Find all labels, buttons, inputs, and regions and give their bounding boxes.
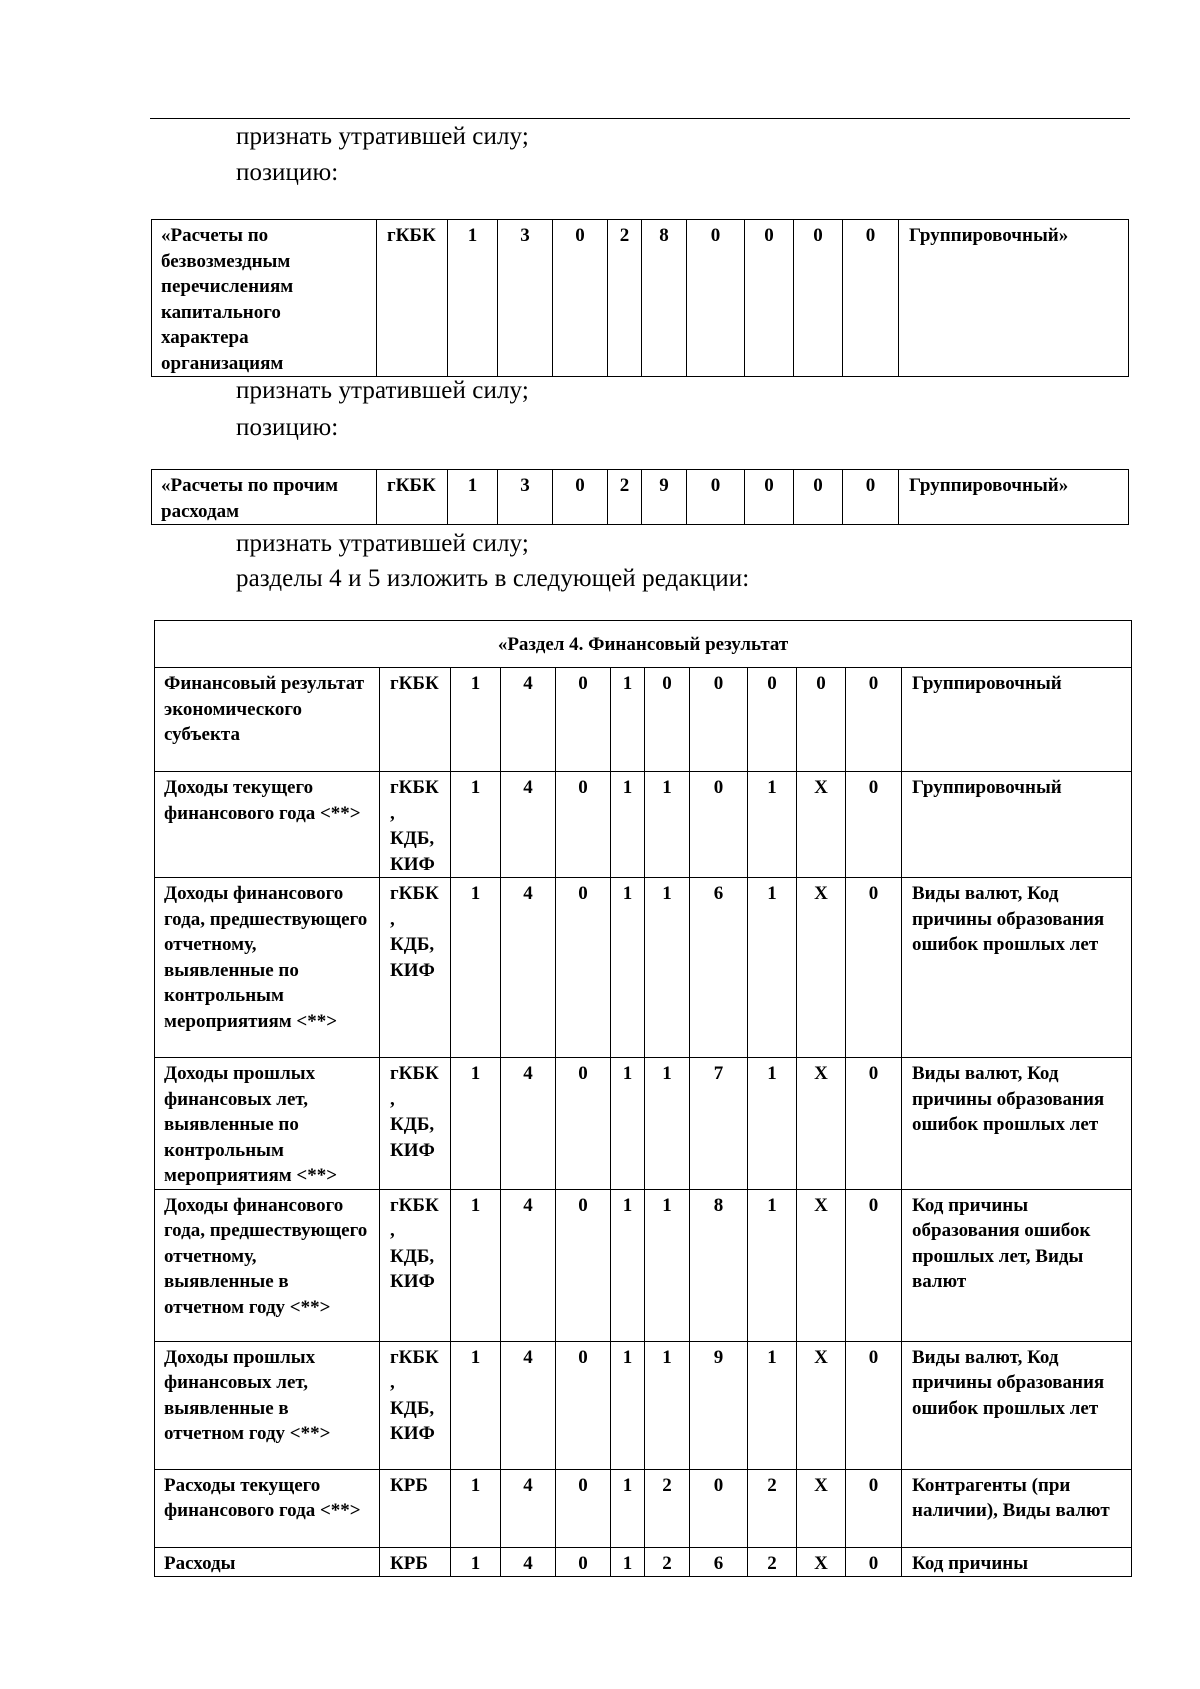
table-row xyxy=(152,470,1129,525)
account-analytics: Виды валют, Код причины образования ошибок прошлых лет xyxy=(902,1058,1132,1190)
account-digit: 1 xyxy=(645,878,690,1058)
account-digit: 4 xyxy=(501,1189,556,1341)
paragraph-repeal-1: признать утратившей силу; xyxy=(236,123,529,150)
account-digit: 8 xyxy=(642,220,687,377)
account-digit: 1 xyxy=(451,668,501,772)
account-digit: 0 xyxy=(687,220,745,377)
account-digit: 2 xyxy=(608,470,642,525)
account-digit: 9 xyxy=(690,1341,748,1469)
account-digit: 0 xyxy=(553,220,608,377)
account-digit: 4 xyxy=(501,878,556,1058)
account-digit: 2 xyxy=(645,1547,690,1577)
table-row xyxy=(155,772,1132,878)
account-digit: 1 xyxy=(748,878,797,1058)
account-digit: 0 xyxy=(748,668,797,772)
account-digit: 0 xyxy=(556,1189,611,1341)
account-digit: 1 xyxy=(451,1189,501,1341)
paragraph-position-2: позицию: xyxy=(236,414,339,441)
table-section-4 xyxy=(154,620,1132,1577)
account-name: Доходы прошлых финансовых лет, выявленные по контрольным мероприятиям <**> xyxy=(155,1058,380,1190)
account-digit: 1 xyxy=(611,772,645,878)
account-analytics: Код причины образования ошибок прошлых лет, Виды валют xyxy=(902,1189,1132,1341)
account-digit: 7 xyxy=(690,1058,748,1190)
account-analytics: Виды валют, Код причины образования ошибок прошлых лет xyxy=(902,878,1132,1058)
account-digit: 0 xyxy=(846,1189,902,1341)
account-digit: 1 xyxy=(611,878,645,1058)
table-position-2 xyxy=(151,469,1129,525)
account-name: Доходы финансового года, предшествующего отчетному, выявленные в отчетном году <**> xyxy=(155,1189,380,1341)
account-digit: 1 xyxy=(611,1469,645,1547)
account-digit: 0 xyxy=(556,1469,611,1547)
account-digit: 1 xyxy=(748,772,797,878)
account-type: гКБК , КДБ, КИФ xyxy=(380,1341,451,1469)
account-digit: 8 xyxy=(690,1189,748,1341)
account-digit: 0 xyxy=(556,1341,611,1469)
account-name: Расходы текущего финансового года <**> xyxy=(155,1469,380,1547)
account-digit: 4 xyxy=(501,1058,556,1190)
paragraph-repeal-2: признать утратившей силу; xyxy=(236,377,529,404)
account-digit: 0 xyxy=(645,668,690,772)
account-digit: 0 xyxy=(846,1469,902,1547)
table-position-1 xyxy=(151,219,1129,377)
account-digit: 6 xyxy=(690,878,748,1058)
account-digit: X xyxy=(797,878,846,1058)
account-digit: 0 xyxy=(556,668,611,772)
account-digit: 1 xyxy=(748,1341,797,1469)
account-digit: X xyxy=(797,1058,846,1190)
account-digit: 0 xyxy=(690,772,748,878)
account-digit: 0 xyxy=(843,470,899,525)
account-analytics: Виды валют, Код причины образования ошибок прошлых лет xyxy=(902,1341,1132,1469)
account-digit: 0 xyxy=(797,668,846,772)
account-digit: 0 xyxy=(846,1341,902,1469)
account-name: «Расчеты по безвозмездным перечислениям капитального характера организациям xyxy=(152,220,377,377)
account-digit: 1 xyxy=(611,1341,645,1469)
account-type: КРБ xyxy=(380,1547,451,1577)
account-digit: 2 xyxy=(645,1469,690,1547)
account-name: Расходы xyxy=(155,1547,380,1577)
account-digit: 1 xyxy=(611,668,645,772)
account-digit: 0 xyxy=(553,470,608,525)
account-digit: 0 xyxy=(690,668,748,772)
account-digit: 3 xyxy=(498,470,553,525)
account-type: гКБК xyxy=(380,668,451,772)
account-type: гКБК xyxy=(377,220,448,377)
table-row xyxy=(155,878,1132,1058)
paragraph-repeal-3: признать утратившей силу; xyxy=(236,530,529,557)
account-digit: 0 xyxy=(794,220,843,377)
account-digit: 1 xyxy=(611,1189,645,1341)
account-digit: 0 xyxy=(687,470,745,525)
account-digit: X xyxy=(797,1189,846,1341)
section-header-row xyxy=(155,621,1132,668)
account-digit: 1 xyxy=(645,772,690,878)
account-digit: 4 xyxy=(501,772,556,878)
account-name: Доходы текущего финансового года <**> xyxy=(155,772,380,878)
account-digit: 0 xyxy=(846,1058,902,1190)
paragraph-position-1: позицию: xyxy=(236,159,339,186)
table-row xyxy=(155,1189,1132,1341)
table-row xyxy=(155,1547,1132,1577)
account-digit: 4 xyxy=(501,1547,556,1577)
account-digit: 9 xyxy=(642,470,687,525)
account-name: «Расчеты по прочим расходам xyxy=(152,470,377,525)
section-title: «Раздел 4. Финансовый результат xyxy=(155,621,1132,668)
account-analytics: Группировочный xyxy=(902,772,1132,878)
account-analytics: Код причины xyxy=(902,1547,1132,1577)
account-digit: 1 xyxy=(611,1547,645,1577)
account-analytics: Контрагенты (при наличии), Виды валют xyxy=(902,1469,1132,1547)
account-digit: 0 xyxy=(794,470,843,525)
account-digit: 0 xyxy=(556,772,611,878)
account-digit: 1 xyxy=(451,1547,501,1577)
account-digit: 1 xyxy=(748,1189,797,1341)
account-digit: 0 xyxy=(846,878,902,1058)
account-digit: 2 xyxy=(748,1469,797,1547)
account-digit: 0 xyxy=(745,470,794,525)
account-digit: 1 xyxy=(645,1058,690,1190)
account-digit: 4 xyxy=(501,1469,556,1547)
account-digit: 1 xyxy=(645,1341,690,1469)
table-row xyxy=(152,220,1129,377)
account-digit: X xyxy=(797,1547,846,1577)
account-digit: 1 xyxy=(451,772,501,878)
account-digit: 1 xyxy=(448,220,498,377)
account-digit: 1 xyxy=(451,1469,501,1547)
account-type: КРБ xyxy=(380,1469,451,1547)
account-type: гКБК , КДБ, КИФ xyxy=(380,772,451,878)
account-digit: 2 xyxy=(608,220,642,377)
account-digit: 1 xyxy=(448,470,498,525)
account-digit: 0 xyxy=(556,878,611,1058)
account-digit: X xyxy=(797,1341,846,1469)
account-digit: X xyxy=(797,1469,846,1547)
account-digit: 1 xyxy=(451,878,501,1058)
table-row xyxy=(155,1341,1132,1469)
account-digit: 1 xyxy=(645,1189,690,1341)
account-digit: X xyxy=(797,772,846,878)
paragraph-sections-edit: разделы 4 и 5 изложить в следующей редакции: xyxy=(236,565,750,592)
account-digit: 6 xyxy=(690,1547,748,1577)
account-digit: 0 xyxy=(556,1547,611,1577)
account-analytics: Группировочный xyxy=(902,668,1132,772)
account-type: гКБК , КДБ, КИФ xyxy=(380,1189,451,1341)
account-analytics: Группировочный» xyxy=(899,220,1129,377)
account-type: гКБК , КДБ, КИФ xyxy=(380,878,451,1058)
account-type: гКБК xyxy=(377,470,448,525)
account-name: Финансовый результат экономического субъекта xyxy=(155,668,380,772)
account-type: гКБК , КДБ, КИФ xyxy=(380,1058,451,1190)
account-digit: 0 xyxy=(846,1547,902,1577)
account-digit: 2 xyxy=(748,1547,797,1577)
account-name: Доходы прошлых финансовых лет, выявленные в отчетном году <**> xyxy=(155,1341,380,1469)
account-digit: 0 xyxy=(846,668,902,772)
account-digit: 0 xyxy=(843,220,899,377)
table-row xyxy=(155,1469,1132,1547)
account-digit: 0 xyxy=(556,1058,611,1190)
account-name: Доходы финансового года, предшествующего отчетному, выявленные по контрольным мероприятиям <**> xyxy=(155,878,380,1058)
account-digit: 1 xyxy=(748,1058,797,1190)
account-digit: 0 xyxy=(745,220,794,377)
account-digit: 4 xyxy=(501,1341,556,1469)
account-digit: 0 xyxy=(690,1469,748,1547)
account-analytics: Группировочный» xyxy=(899,470,1129,525)
account-digit: 1 xyxy=(611,1058,645,1190)
account-digit: 4 xyxy=(501,668,556,772)
table-row xyxy=(155,1058,1132,1190)
account-digit: 0 xyxy=(846,772,902,878)
table-row xyxy=(155,668,1132,772)
account-digit: 1 xyxy=(451,1058,501,1190)
account-digit: 3 xyxy=(498,220,553,377)
account-digit: 1 xyxy=(451,1341,501,1469)
